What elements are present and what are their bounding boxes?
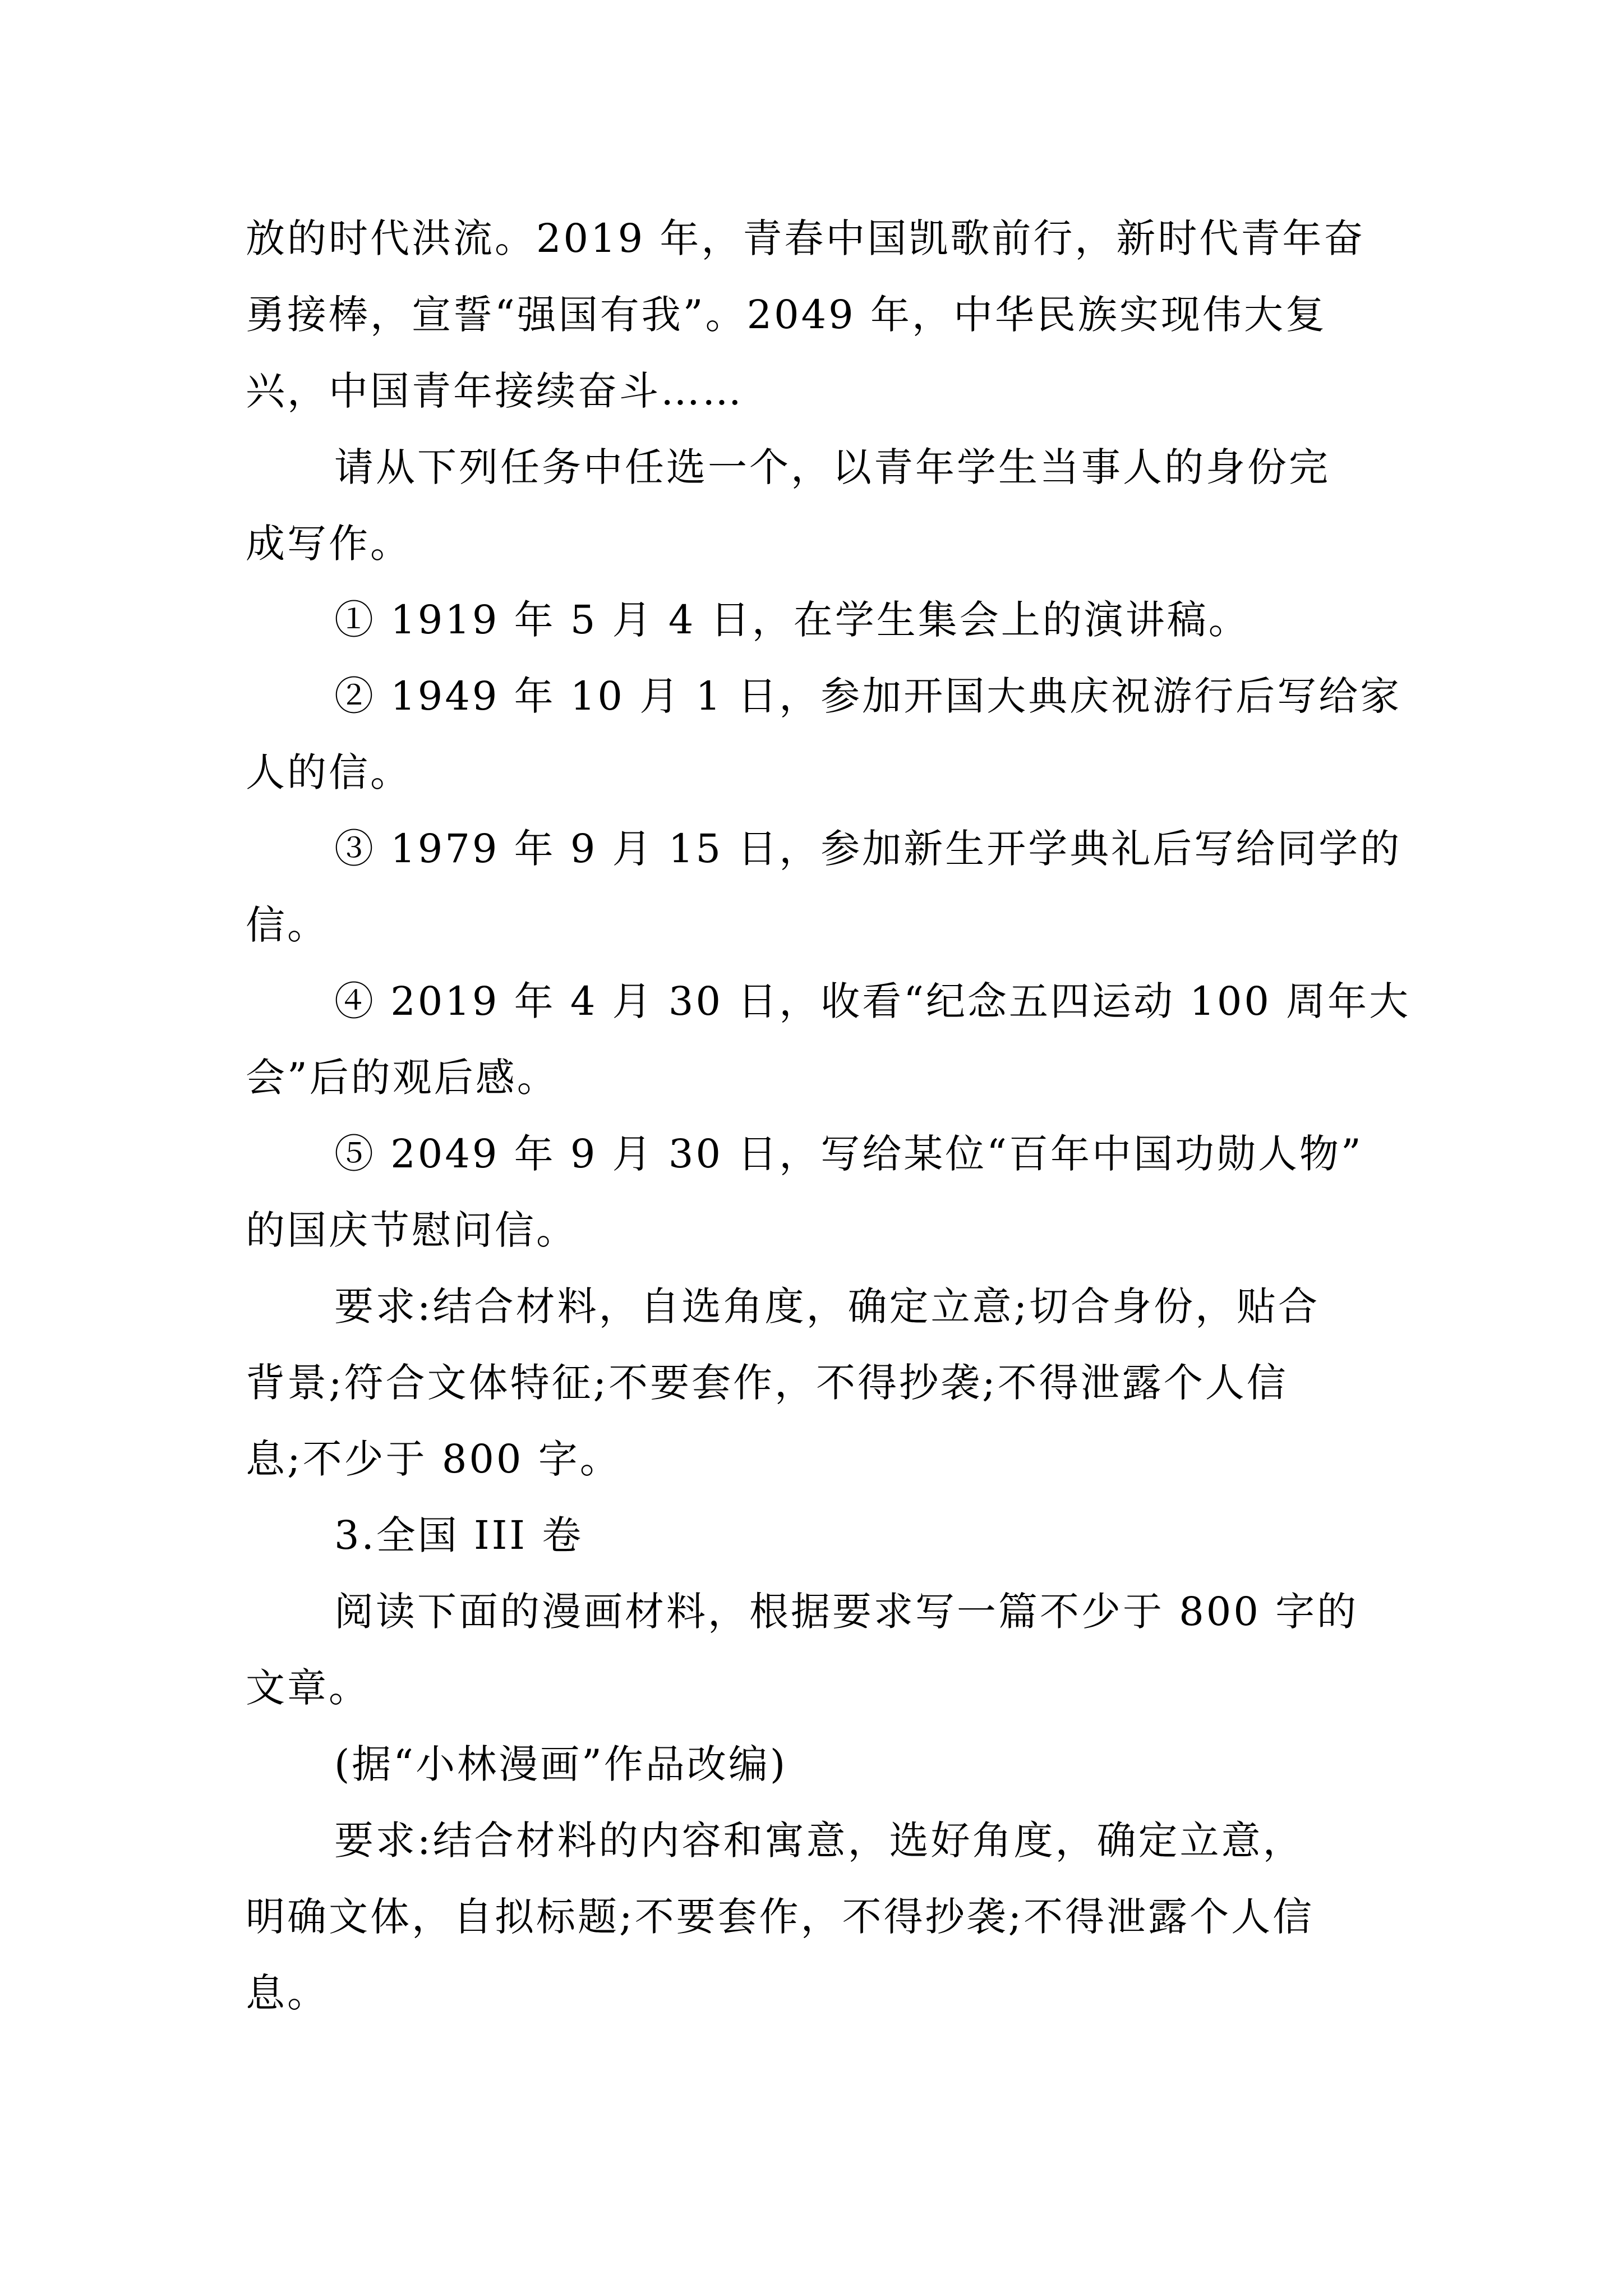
text-line: 明确文体，自拟标题;不要套作，不得抄袭;不得泄露个人信 [246,1894,1315,1940]
task-item-4: ④ 2019 年 4 月 30 日，收看“纪念五四运动 100 周年大 [334,978,1411,1024]
text-line: 息。 [246,1970,329,2016]
task-item-2: ② 1949 年 10 月 1 日，参加开国大典庆祝游行后写给家 [334,673,1402,719]
paragraph-start-line: 阅读下面的漫画材料，根据要求写一篇不少于 800 字的 [334,1589,1359,1635]
text-line: 放的时代洪流。2019 年，青春中国凯歌前行，新时代青年奋 [246,215,1366,261]
text-line: 勇接棒，宣誓“强国有我”。2049 年，中华民族实现伟大复 [246,292,1327,338]
requirements-line: 要求:结合材料，自选角度，确定立意;切合身份，贴合 [334,1283,1320,1329]
text-line: 会”后的观后感。 [246,1055,559,1101]
paragraph-start-line: 请从下列任务中任选一个，以青年学生当事人的身份完 [334,444,1330,490]
section-heading: 3.全国 III 卷 [334,1512,584,1558]
text-line: 背景;符合文体特征;不要套作，不得抄袭;不得泄露个人信 [246,1360,1288,1406]
source-note: (据“小林漫画”作品改编) [334,1741,788,1787]
text-line: 息;不少于 800 字。 [246,1436,621,1482]
requirements-line: 要求:结合材料的内容和寓意，选好角度，确定立意， [334,1818,1304,1864]
text-line: 文章。 [246,1665,370,1711]
text-line: 人的信。 [246,749,412,795]
task-item-1: ① 1919 年 5 月 4 日，在学生集会上的演讲稿。 [334,597,1250,643]
text-line: 成写作。 [246,521,412,567]
text-line: 兴，中国青年接续奋斗…… [246,368,744,414]
task-item-5: ⑤ 2049 年 9 月 30 日，写给某位“百年中国功勋人物” [334,1131,1363,1177]
text-line: 信。 [246,902,329,948]
text-line: 的国庆节慰问信。 [246,1207,578,1253]
task-item-3: ③ 1979 年 9 月 15 日，参加新生开学典礼后写给同学的 [334,826,1402,872]
